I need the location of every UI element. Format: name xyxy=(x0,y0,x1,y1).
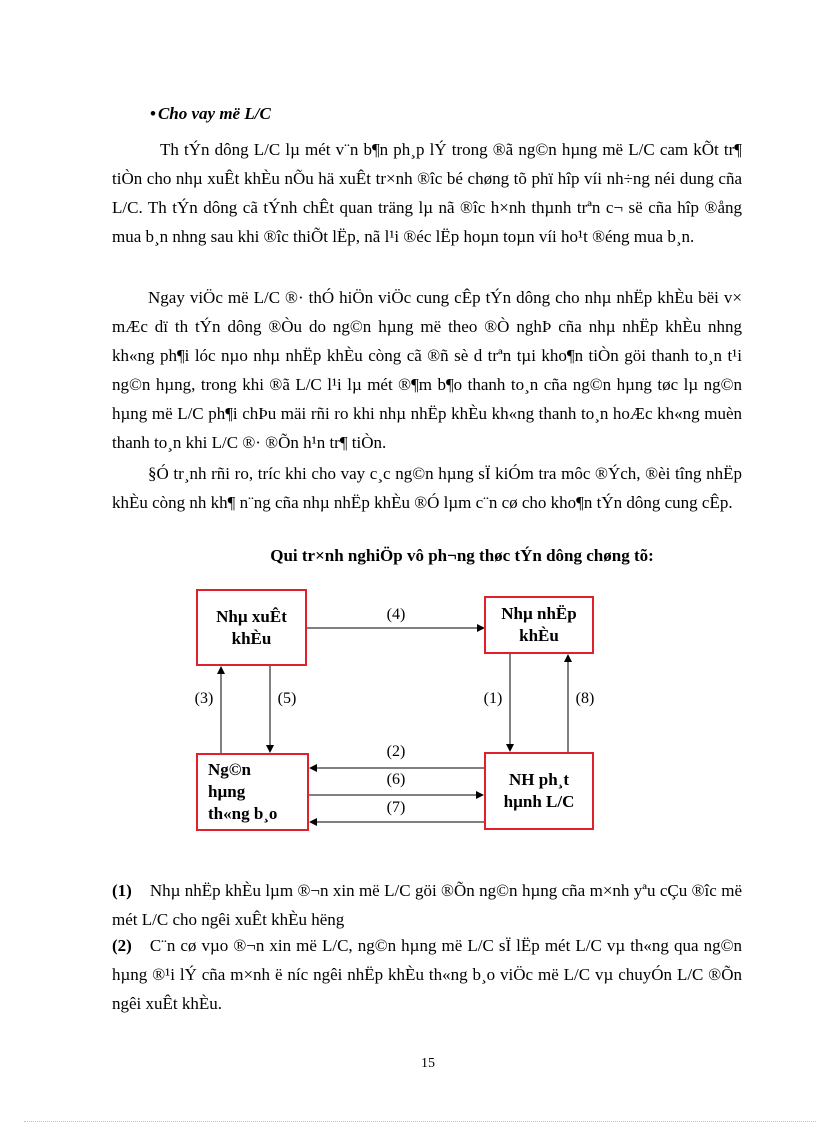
importer-box xyxy=(484,596,594,654)
note-1-number: (1) xyxy=(112,881,132,900)
note-2 xyxy=(112,931,742,1018)
step-label-4: (4) xyxy=(386,606,406,623)
step-label-3: (3) xyxy=(194,690,214,707)
issuing-bank-line-2: hµnh L/C xyxy=(503,792,575,811)
notifying-bank-box xyxy=(196,753,309,831)
page-bottom-rule xyxy=(24,1121,816,1122)
importer-line-1: Nhµ nhËp xyxy=(501,604,577,623)
paragraph-2: Ngay viÖc më L/C ®· thÓ hiÖn viÖc cung cÊp tÝn dông cho nhµ nhËp khÈu bëi v× mÆc dï th tÝn dông ®Òu do ng©n hµng më theo ®Ò nghÞ cña nhµ nhËp khÈu nhng kh«ng ph¶i lóc nµo nhµ nhËp khÈu còng cã ®ñ sè d trªn tµi kho¶n tiÒn göi thanh to¸n t¹i ng©n hµng, trong khi ®ã L/C l¹i lµ mét ®¶m b¶o thanh to¸n cña ng©n hµng tøc lµ ng©n hµng më L/C ph¶i chÞu mäi rñi ro khi nhµ nhËp khÈu kh«ng thanh to¸n hoÆc kh«ng muèn thanh to¸n khi L/C ®· ®Õn h¹n tr¶ tiÒn. xyxy=(112,288,742,452)
note-1 xyxy=(112,876,742,934)
diagram-caption: Qui tr×nh nghiÖp vô ph¬ng thøc tÝn dông chøng tõ: xyxy=(270,546,654,565)
bullet-icon: • xyxy=(150,104,156,123)
note-1-text: Nhµ nhËp khÈu lµm ®¬n xin më L/C göi ®Õn ng©n hµng cña m×nh yªu cÇu ®îc më mét L/C cho ngêi xuÊt khÈu hëng xyxy=(112,881,742,929)
exporter-line-1: Nhµ xuÊt xyxy=(216,606,287,626)
exporter-box xyxy=(196,589,307,666)
section-heading xyxy=(150,104,271,124)
notifying-bank-line-2: hµng xyxy=(208,782,246,801)
section-heading-text: Cho vay më L/C xyxy=(157,104,271,123)
step-label-5: (5) xyxy=(277,690,297,707)
exporter-line-2: khÈu xyxy=(231,628,272,648)
step-label-6: (6) xyxy=(386,771,406,788)
note-2-text: C¨n cø vµo ®¬n xin më L/C, ng©n hµng më L/C sÏ lËp mét L/C vµ th«ng qua ng©n hµng ®¹i lÝ cña m×nh ë níc ngêi nhËp khÈu th«ng b¸o viÖc më L/C vµ chuyÓn L/C ®Õn ngêi xuÊt khÈu. xyxy=(112,936,742,1013)
note-2-number: (2) xyxy=(112,936,132,955)
paragraph-1: Th tÝn dông L/C lµ mét v¨n b¶n ph¸p lÝ trong ®ã ng©n hµng më L/C cam kÕt tr¶ tiÒn cho nhµ xuÊt khÈu nÕu hä xuÊt tr×nh ®îc bé chøng tõ phï hîp víi nh÷ng néi dung cña L/C. Th tÝn dông cã tÝnh chÊt quan träng lµ nã ®îc h×nh thµnh trªn c¬ së cña hîp ®ång mua b¸n nhng sau khi ®îc thiÕt lËp, nã l¹i ®éc lËp hoµn toµn víi ho¹t ®éng mua b¸n. xyxy=(112,140,742,246)
issuing-bank-line-1: NH ph¸t xyxy=(509,770,569,789)
step-label-7: (7) xyxy=(386,799,406,816)
step-label-1: (1) xyxy=(483,690,503,707)
notifying-bank-line-3: th«ng b¸o xyxy=(208,804,278,823)
issuing-bank-box xyxy=(484,752,594,830)
paragraph-3: §Ó tr¸nh rñi ro, tríc khi cho vay c¸c ng©n hµng sÏ kiÓm tra môc ®Ých, ®èi tîng nhËp khÈu còng nh kh¶ n¨ng cña nhµ nhËp khÈu ®Ó lµm c¨n cø cho kho¶n tÝn dông cung cÊp. xyxy=(112,464,742,512)
step-label-2: (2) xyxy=(386,743,406,760)
step-label-8: (8) xyxy=(575,690,595,707)
notifying-bank-line-1: Ng©n xyxy=(208,760,251,779)
importer-line-2: khÈu xyxy=(519,626,559,645)
page-number: 15 xyxy=(421,1056,435,1071)
